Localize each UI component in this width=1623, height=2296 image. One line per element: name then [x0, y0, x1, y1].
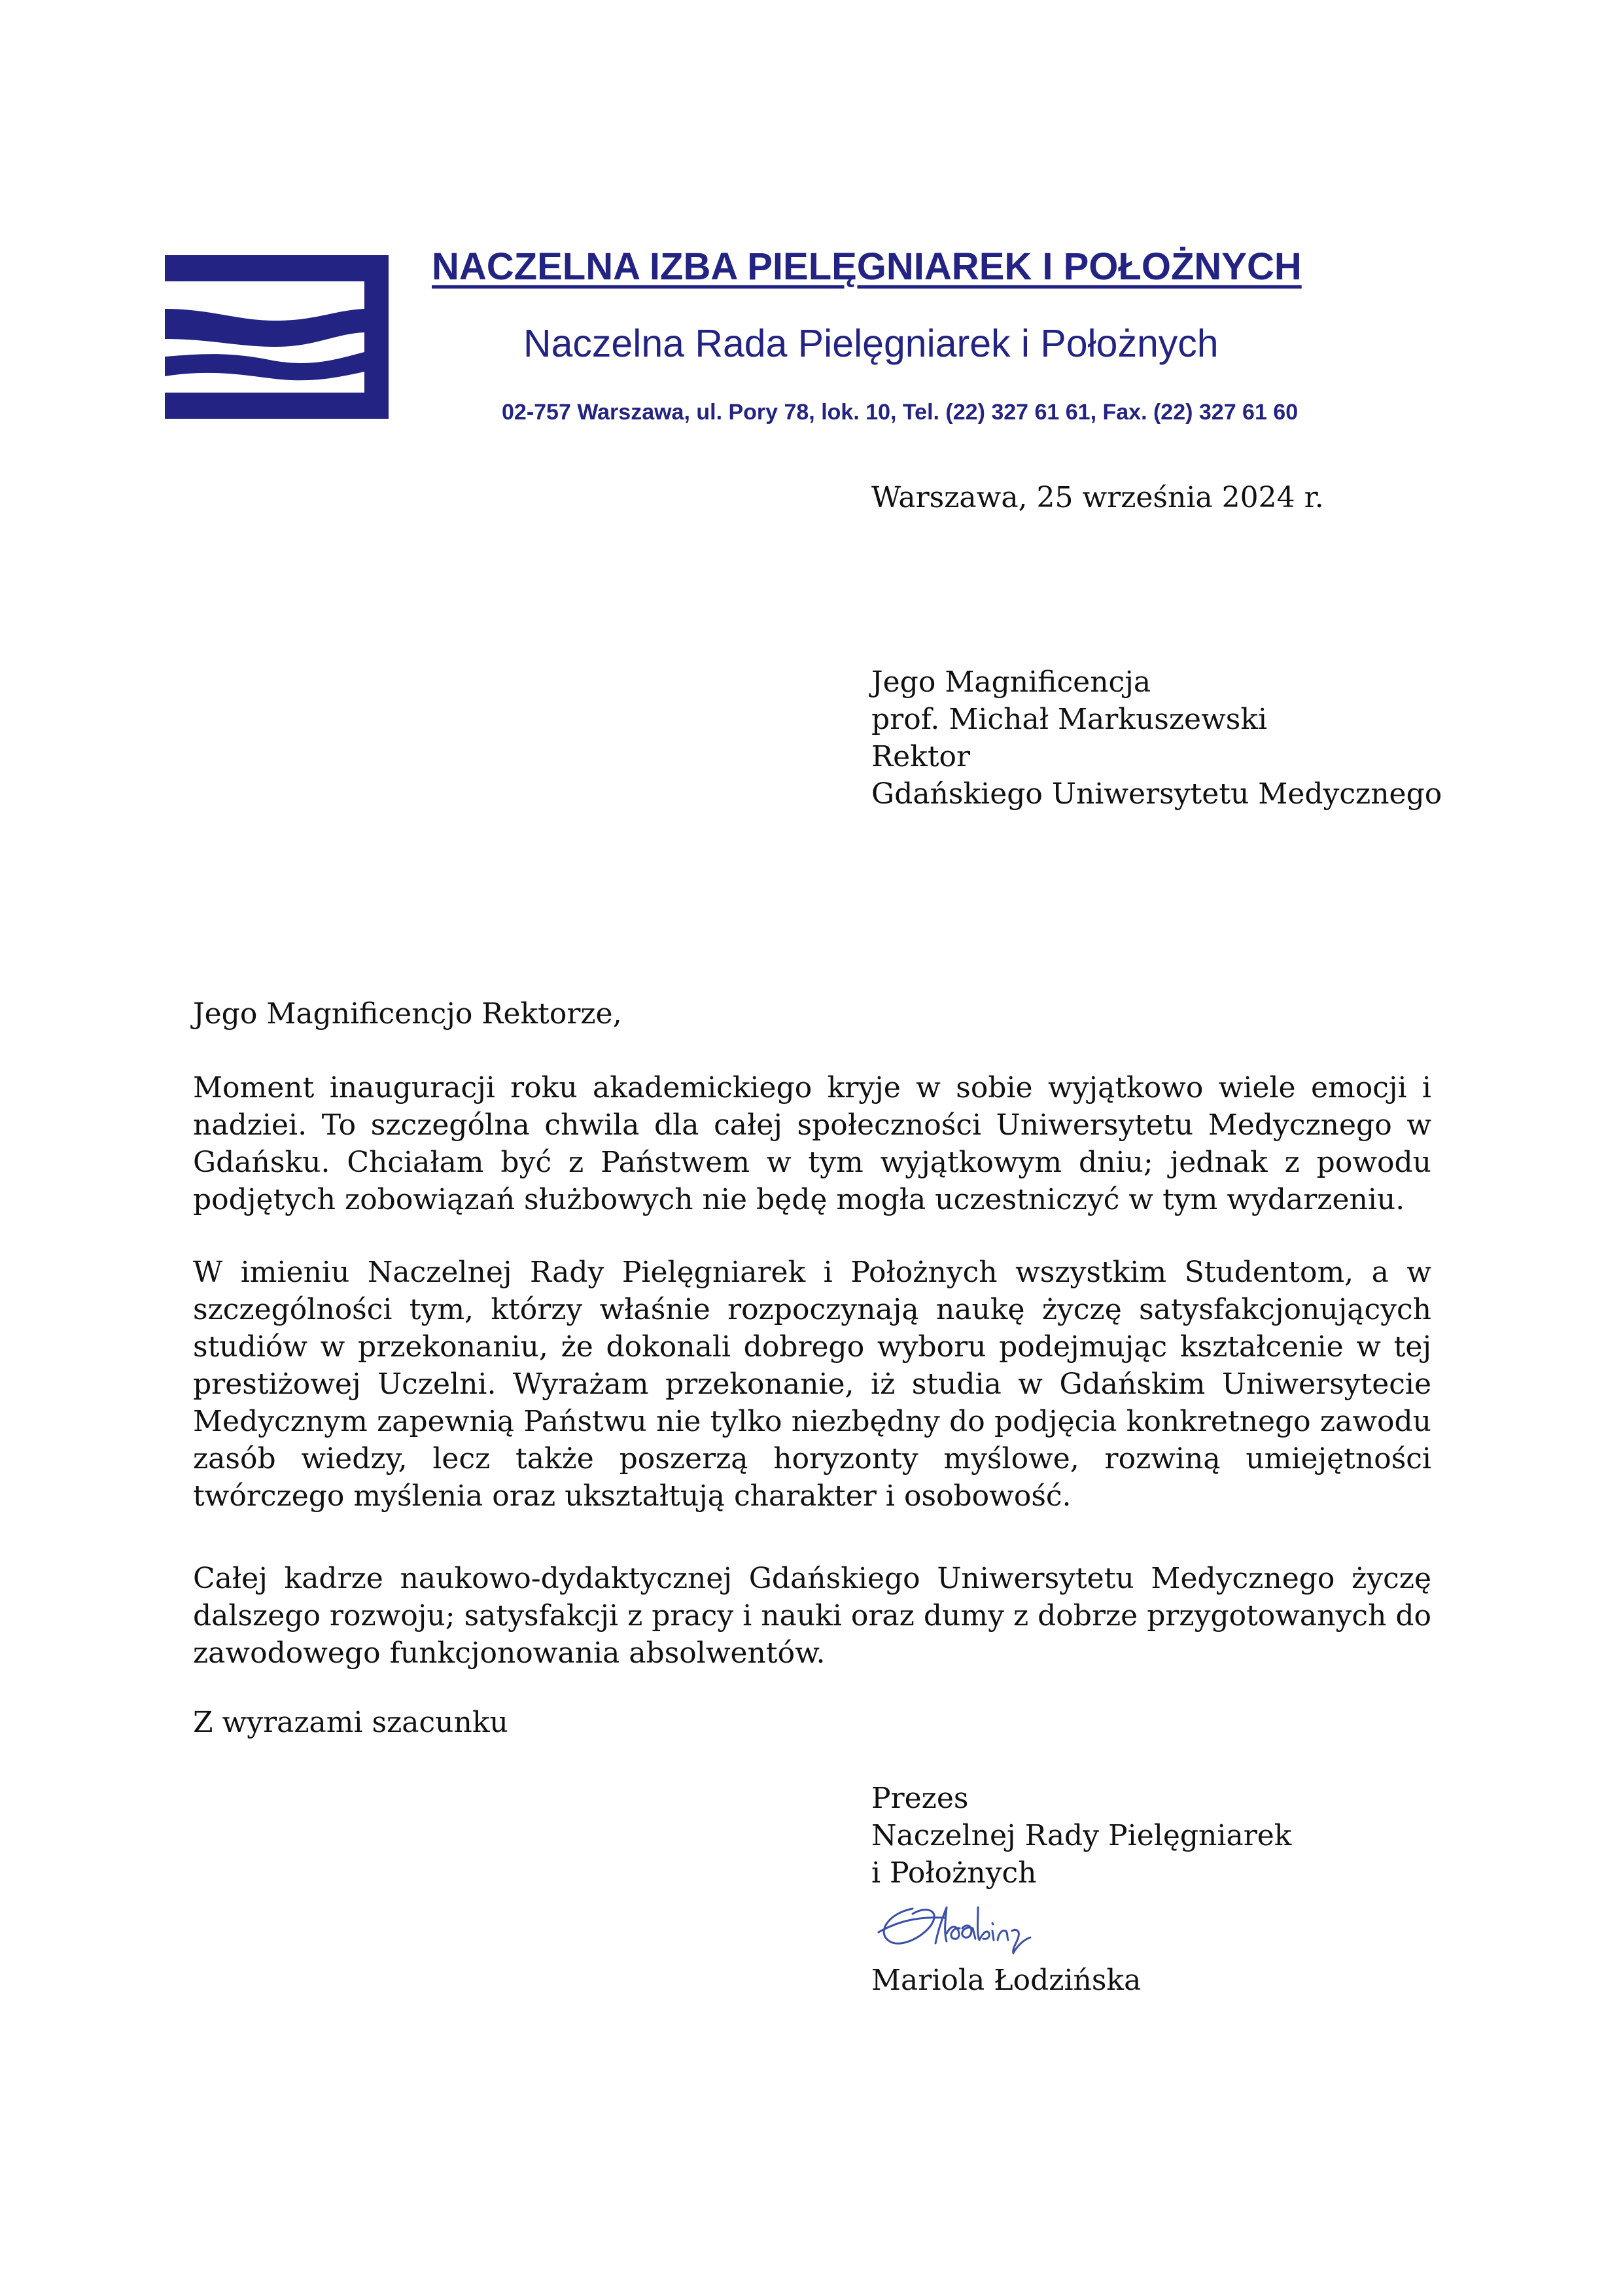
body-paragraph: W imieniu Naczelnej Rady Pielęgniarek i Położnych wszystkim Studentom, a w szczególności tym, którzy właśnie rozpoczynają naukę życzę satysfakcjonujących studiów w przekonaniu, że dokonali dobrego wyboru podejmując kształcenie w tej prestiżowej Uczelni. Wyrażam przekonanie, iż studia w Gdańskim Uniwersytecie Medycznym zapewnią Państwu nie tylko niezbędny do podjęcia konkretnego zawodu zasób wiedzy, lecz także poszerzą horyzonty myślowe, rozwiną umiejętności twórczego myślenia oraz ukształtują charakter i osobowość. [193, 1256, 1431, 1513]
signatory-name: Mariola Łodzińska [871, 1964, 1142, 1997]
recipient-block [871, 663, 1442, 813]
recipient-institution: Gdańskiego Uniwersytetu Medycznego [871, 777, 1442, 811]
organization-council: Naczelna Rada Pielęgniarek i Położnych [523, 322, 1219, 365]
letter-date: Warszawa, 25 września 2024 r. [871, 481, 1324, 514]
closing-phrase: Z wyrazami szacunku [193, 1706, 508, 1739]
recipient-position: Rektor [871, 740, 971, 773]
body-paragraph: Moment inauguracji roku akademickiego kryje w sobie wyjątkowo wiele emocji i nadziei. To szczególna chwila dla całej społeczności Uniwersytetu Medycznego w Gdańsku. Chciałam być z Państwem w tym wyjątkowym dniu; jednak z powodu podjętych zobowiązań służbowych nie będę mogła uczestniczyć w tym wydarzeniu. [193, 1071, 1431, 1216]
signatory-organization: Naczelnej Rady Pielęgniarek [871, 1819, 1292, 1852]
recipient-name: prof. Michał Markuszewski [871, 703, 1268, 736]
signature-block [871, 1780, 1291, 1892]
nipip-logo-icon [165, 255, 389, 419]
signatory-role: Prezes [871, 1782, 969, 1815]
signatory-organization-cont: i Położnych [871, 1856, 1037, 1890]
salutation: Jego Magnificencjo Rektorze, [193, 997, 622, 1031]
recipient-title: Jego Magnificencja [871, 665, 1151, 699]
handwritten-signature-icon [873, 1894, 1070, 1958]
body-paragraph: Całej kadrze naukowo-dydaktycznej Gdańskiego Uniwersytetu Medycznego życzę dalszego rozwoju; satysfakcji z pracy i nauki oraz dumy z dobrze przygotowanych do zawodowego funkcjonowania absolwentów. [193, 1562, 1431, 1670]
organization-address: 02-757 Warszawa, ul. Pory 78, lok. 10, Tel. (22) 327 61 61, Fax. (22) 327 61 60 [502, 400, 1299, 425]
organization-name: NACZELNA IZBA PIELĘGNIAREK I POŁOŻNYCH [432, 245, 1302, 288]
